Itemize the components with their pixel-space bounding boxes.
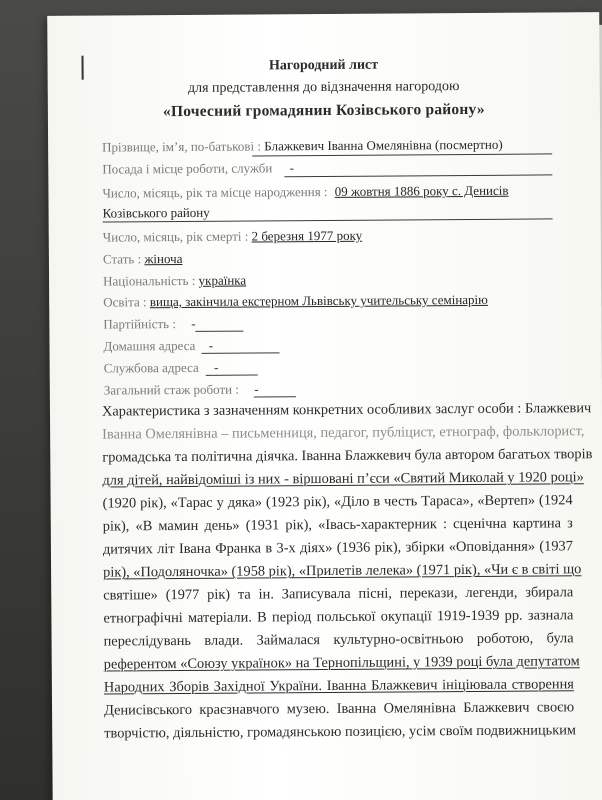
death-label: Число, місяць, рік смерті :: [102, 228, 249, 245]
party-value: -: [191, 315, 196, 331]
work-address-field: [104, 360, 219, 377]
name-label: Прізвище, ім’я, по-батькові :: [102, 138, 262, 155]
name-value: Блажкевич Іванна Омелянівна (посмертно): [264, 136, 503, 154]
education-field: [103, 292, 488, 311]
position-underline: [284, 174, 552, 177]
work-address-underline: [206, 374, 258, 375]
document-title: Нагородний лист: [268, 57, 379, 74]
party-label: Партійність :: [103, 316, 176, 332]
award-name: «Почесний громадянин Козівського району»: [162, 100, 485, 121]
experience-underline: [254, 396, 296, 397]
sex-value: жіноча: [144, 250, 183, 267]
home-address-label: Домашня адреса: [103, 337, 196, 354]
characteristic-line: Іванна Омелянівна – письменниця, педагог, публіцист, етнограф, фольклорист,: [102, 423, 585, 443]
characteristic-line: Характеристика з зазначенням конкретних особливих заслуг особи : Блажкевич: [101, 400, 592, 420]
home-address-field: [103, 338, 213, 355]
characteristic-line: етнографічні матеріали. В період польської окупації 1919-1939 рр. зазнала: [103, 607, 574, 627]
document-subtitle: для представлення до відзначення нагородою: [187, 79, 460, 96]
characteristic-line: референтом «Союзу українок» на Тернопільщині, у 1939 році була депутатом: [103, 653, 580, 673]
education-value: вища, закінчила екстерном Львівську учительську семінарію: [149, 291, 488, 310]
characteristic-line: для дітей, найвідоміші із них - віршовані п’єси «Святий Миколай у 1920 році»: [102, 469, 584, 489]
birth-label: Число, місяць, рік та місце народження :: [102, 183, 328, 201]
birth-value-2: Козівського району: [102, 204, 210, 221]
characteristic-line: Денисівського краєзнавчого музею. Іванна Омелянівна Блажкевич своєю: [104, 699, 575, 719]
death-value: 2 березня 1977 року: [251, 227, 363, 244]
characteristic-line: громадська та політична діячка. Іванна Блажкевич була автором багатьох творів: [102, 446, 593, 466]
characteristic-paragraph: [101, 400, 593, 742]
work-address-value: -: [213, 359, 219, 375]
position-field: [102, 160, 294, 177]
position-label: Посада і місце роботи, служби: [102, 160, 273, 177]
education-label: Освіта :: [103, 294, 147, 310]
home-address-value: -: [208, 337, 214, 353]
nationality-field: [103, 273, 246, 290]
characteristic-line: святіше» (1977 рік) та ін. Записувала пісні, перекази, легенди, збирала: [103, 584, 574, 604]
work-address-label: Службова адреса: [103, 359, 199, 376]
experience-value: -: [254, 381, 259, 397]
characteristic-line: рік), «В мамин день» (1931 рік), «Івась-характерник : сценічна картина з: [102, 515, 573, 535]
position-value: -: [289, 160, 294, 176]
nationality-value: українка: [198, 272, 247, 288]
name-field: [102, 137, 503, 156]
birth-field: [102, 183, 508, 202]
home-address-underline: [202, 352, 280, 354]
sex-field: [103, 251, 183, 268]
characteristic-line: Народних Зборів Західної України. Іванна Блажкевич ініціювала створення: [103, 676, 574, 696]
experience-field: [104, 381, 259, 398]
characteristic-line: дитячих літ Івана Франка в 3-х діях» (1936 рік), збірки «Оповідання» (1937: [102, 538, 573, 558]
characteristic-line: рік), «Подоляночка» (1958 рік), «Прилетів лелека» (1971 рік), «Чи є в світі що: [103, 561, 582, 581]
party-field: [103, 316, 195, 333]
sex-label: Стать :: [102, 251, 142, 267]
characteristic-line: переслідувань влади. Займалася культурно-освітньою роботою, була: [103, 630, 574, 650]
birth-value-1: 09 жовтня 1886 року с. Денисів: [334, 182, 509, 199]
party-underline: [195, 331, 243, 332]
award-sheet: [47, 12, 602, 800]
experience-label: Загальний стаж роботи :: [103, 381, 239, 398]
characteristic-line: (1920 рік), «Тарас у дяка» (1923 рік), «Діло в честь Тараса», «Вертеп» (1924: [102, 492, 573, 512]
death-field: [103, 228, 363, 246]
characteristic-line: творчістю, діяльністю, громадянською позицією, усім своїм подвижницьким: [104, 722, 577, 742]
nationality-label: Національність :: [103, 272, 196, 289]
birth-field-line2: [103, 205, 210, 222]
